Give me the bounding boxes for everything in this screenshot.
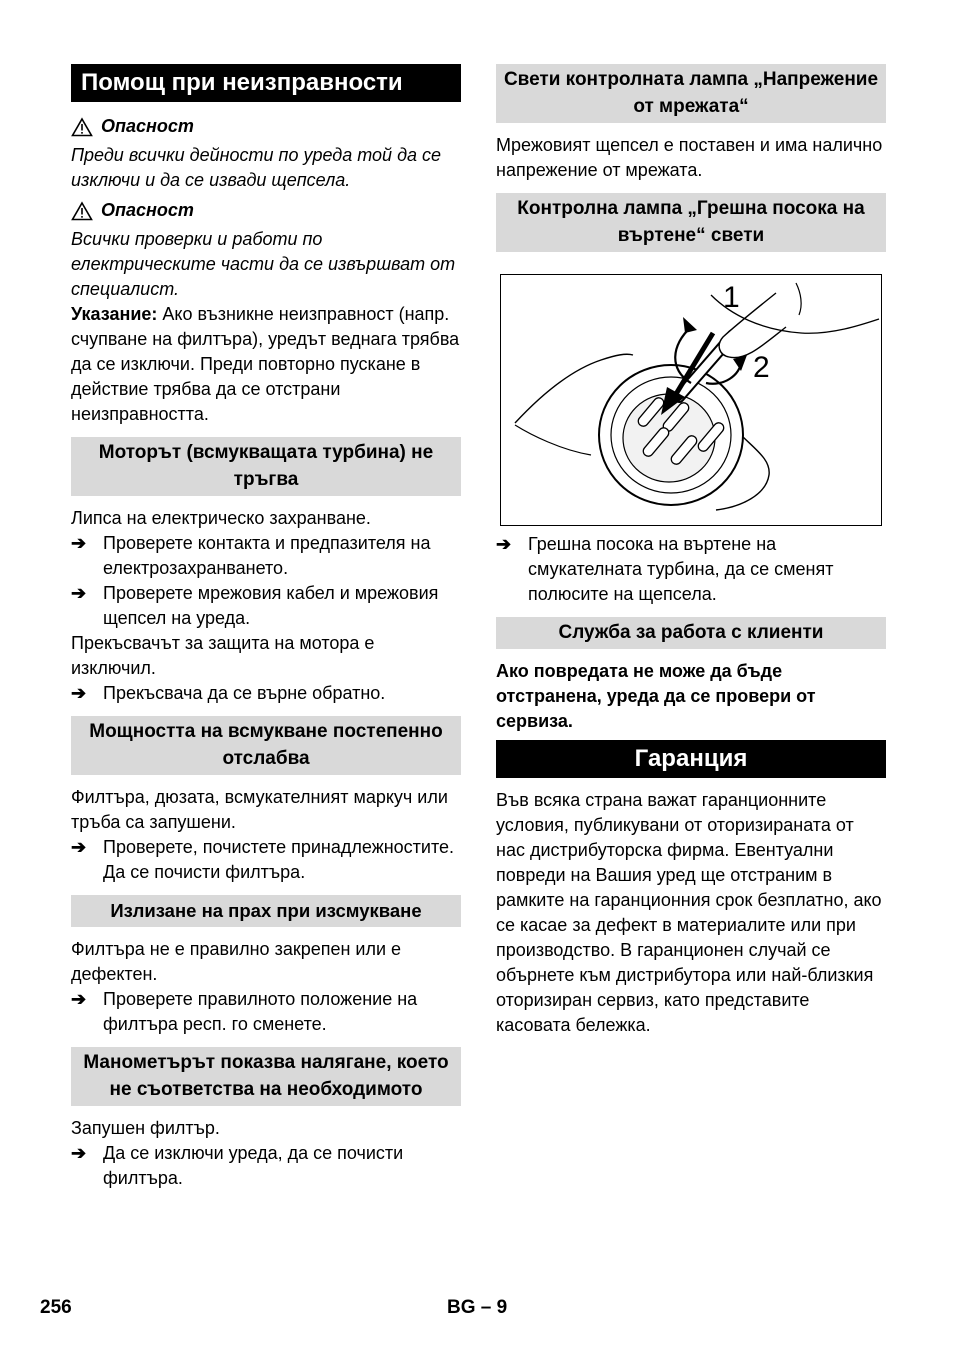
section-suction-heading: Мощността на всмукване постепенно отслабва bbox=[71, 716, 461, 775]
section-page-label: BG – 9 bbox=[447, 1297, 508, 1318]
warning-triangle-icon bbox=[71, 201, 93, 221]
arrow-right-icon: ➔ bbox=[71, 683, 87, 703]
section-manometer-heading: Манометърът показва налягане, което не съответства на необходимото bbox=[71, 1047, 461, 1106]
action-item bbox=[71, 987, 461, 1037]
section-motor-heading: Моторът (всмукващата турбина) не тръгва bbox=[71, 437, 461, 496]
action-item bbox=[71, 1141, 461, 1191]
guarantee-title: Гаранция bbox=[496, 740, 886, 778]
action-text: Грешна посока на въртене на смукателната турбина, да се сменят полюсите на щепсела. bbox=[528, 534, 834, 604]
cause-text: Запушен филтър. bbox=[71, 1118, 220, 1138]
danger-heading-2 bbox=[71, 198, 461, 223]
action-item bbox=[71, 531, 461, 581]
action-item bbox=[71, 581, 461, 631]
service-text: Ако повредата не може да бъде отстранена, уреда да се провери от сервиза. bbox=[496, 661, 816, 731]
troubleshooting-title: Помощ при неизправности bbox=[71, 64, 461, 102]
arrow-right-icon: ➔ bbox=[71, 989, 87, 1009]
action-text: Проверете правилното положение на филтъра респ. го сменете. bbox=[103, 989, 418, 1034]
info-text: Мрежовият щепсел е поставен и има налично напрежение от мрежата. bbox=[496, 135, 883, 180]
action-text: Да се изключи уреда, да се почисти филтъра. bbox=[103, 1143, 404, 1188]
right-column bbox=[496, 64, 886, 1038]
section-dust-heading: Излизане на прах при изсмукване bbox=[71, 895, 461, 927]
cause-text: Филтъра не е правилно закрепен или е дефектен. bbox=[71, 939, 402, 984]
action-text: Проверете мрежовия кабел и мрежовия щепсел на уреда. bbox=[103, 583, 439, 628]
plug-illustration bbox=[501, 275, 881, 525]
figure-label-1: 1 bbox=[723, 281, 740, 314]
danger-text-2: Всички проверки и работи по електрическите части да се извършват от специалист. bbox=[71, 229, 456, 299]
arrow-right-icon: ➔ bbox=[71, 1143, 87, 1163]
section-mains-lamp-heading: Свети контролната лампа „Напрежение от мрежата“ bbox=[496, 64, 886, 123]
figure-label-2: 2 bbox=[753, 351, 770, 384]
arrow-right-icon: ➔ bbox=[71, 533, 87, 553]
danger-heading-1 bbox=[71, 114, 461, 139]
cause-text: Прекъсвачът за защита на мотора е изключил. bbox=[71, 633, 375, 678]
left-column bbox=[71, 64, 461, 1191]
action-text: Проверете контакта и предпазителя на електрозахранването. bbox=[103, 533, 431, 578]
action-text: Проверете, почистете принадлежностите. Да се почисти филтъра. bbox=[103, 837, 455, 882]
warning-triangle-icon bbox=[71, 117, 93, 137]
danger-label: Опасност bbox=[101, 116, 194, 136]
page-number: 256 bbox=[40, 1297, 72, 1318]
danger-text-1: Преди всички дейности по уреда той да се изключи и да се извади щепсела. bbox=[71, 145, 442, 190]
action-item bbox=[71, 835, 461, 885]
danger-label: Опасност bbox=[101, 200, 194, 220]
plug-rotation-illustration bbox=[500, 274, 882, 526]
guarantee-text: Във всяка страна важат гаранционните условия, публикувани от оторизираната от нас дистрибуторска фирма. Евентуални повреди на Вашия уред ще отстраним в рамките на гаранционния срок безплатно, ако се касае за дефект в материалите или при производство. В гаранционен случай се обърнете към дистрибутора или най-близкия оторизиран сервиз, като представите касовата бележка. bbox=[496, 790, 882, 1035]
action-text: Прекъсвача да се върне обратно. bbox=[103, 683, 386, 703]
note-label: Указание: bbox=[71, 304, 158, 324]
section-customer-service-heading: Служба за работа с клиенти bbox=[496, 617, 886, 649]
note-text: Ако възникне неизправност (напр. счупване на филтъра), уредът веднага трябва да се изключи. Преди повторно пускане в действие трябва да се отстрани неизправността. bbox=[71, 304, 460, 424]
arrow-right-icon: ➔ bbox=[496, 534, 512, 554]
arrow-right-icon: ➔ bbox=[71, 583, 87, 603]
action-item bbox=[71, 681, 461, 706]
note-paragraph bbox=[71, 302, 461, 427]
cause-text: Филтъра, дюзата, всмукателният маркуч или тръба са запушени. bbox=[71, 787, 448, 832]
arrow-right-icon: ➔ bbox=[71, 837, 87, 857]
section-rotation-lamp-heading: Контролна лампа „Грешна посока на въртене“ свети bbox=[496, 193, 886, 252]
action-item bbox=[496, 532, 886, 607]
cause-text: Липса на електрическо захранване. bbox=[71, 508, 371, 528]
